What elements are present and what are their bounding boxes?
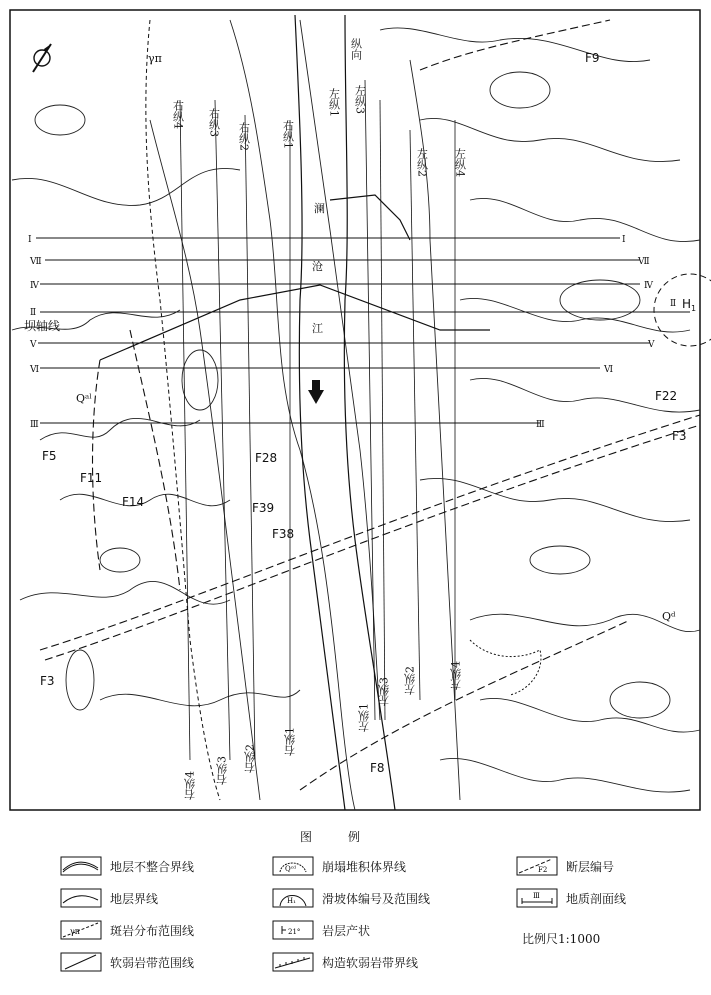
legend-structural — [272, 952, 418, 972]
legend-label: 岩层产状 — [322, 923, 371, 938]
cross-section-lines — [36, 238, 690, 423]
legend-landslide — [272, 888, 430, 908]
fault-label-f3-right: F3 — [672, 429, 687, 443]
map-legend — [0, 820, 711, 995]
legend-strata — [60, 888, 158, 908]
porphyry-symbol-icon — [60, 920, 102, 940]
profile-top-right3: 右纵3 — [207, 108, 221, 137]
profile-bottom-right2: 右纵2 — [243, 744, 257, 773]
legend-fault — [516, 856, 614, 876]
river-flow-arrow-icon — [308, 380, 324, 404]
svg-text:Ⅲ: Ⅲ — [533, 892, 540, 900]
section-label-left-4: Ⅳ — [30, 281, 39, 291]
unconformity-symbol-icon — [60, 856, 102, 876]
landslide-symbol-icon — [272, 888, 314, 908]
legend-collapse — [272, 856, 406, 876]
landslide-label: $H_1$ — [682, 297, 697, 313]
strata-boundary-symbol-icon — [60, 888, 102, 908]
svg-text:Qᶜᵈ: Qᶜᵈ — [285, 865, 296, 873]
profile-top-left1: 左纵1 — [327, 88, 341, 117]
profile-top-longitudinal: 纵向 — [349, 38, 363, 60]
section-line-symbol-icon — [516, 888, 558, 908]
section-label-left-3: Ⅲ — [30, 420, 39, 430]
profile-bottom-right3: 右纵3 — [215, 756, 229, 785]
fault-label-f8: F8 — [370, 761, 385, 775]
dam-axis-line — [100, 285, 490, 360]
fault-label-f9: F9 — [585, 51, 600, 65]
profile-bottom-left4: 左纵4 — [449, 661, 463, 690]
section-label-right-5: Ⅴ — [648, 340, 655, 350]
legend-section — [516, 888, 626, 908]
section-label-right-7: Ⅶ — [638, 257, 650, 267]
section-label-right-2: Ⅱ — [670, 299, 677, 309]
structural-zone-symbol-icon — [272, 952, 314, 972]
collapse-deposit-symbol-icon — [272, 856, 314, 876]
profile-bottom-left2: 左纵2 — [403, 666, 417, 695]
quaternary-colluvial-label: Qᵈ — [662, 610, 676, 623]
legend-label: 地质剖面线 — [566, 891, 627, 906]
legend-label: 地层不整合界线 — [110, 859, 195, 874]
fault-label-f5: F5 — [42, 449, 57, 463]
fault-label-f3-left: F3 — [40, 674, 55, 688]
section-label-right-1: Ⅰ — [622, 235, 626, 245]
legend-label: 构造软弱岩带界线 — [322, 955, 419, 970]
attitude-symbol-icon — [272, 920, 314, 940]
soft-zone-symbol-icon — [60, 952, 102, 972]
profile-top-left3: 左纵3 — [353, 85, 367, 114]
quaternary-alluvial-label: Qᵃˡ — [76, 392, 92, 405]
profile-top-left2: 左纵2 — [415, 148, 429, 177]
dam-axis-label: 坝轴线 — [24, 319, 61, 333]
geologic-boundaries — [12, 20, 700, 810]
section-label-right-3: Ⅲ — [536, 420, 545, 430]
scale-label: 比例尺1:1000 — [522, 932, 601, 946]
collapse-deposit-boundary-2 — [470, 640, 541, 695]
section-label-right-4: Ⅳ — [644, 281, 653, 291]
profile-top-right2: 右纵2 — [237, 122, 251, 151]
fault-symbol-icon — [516, 856, 558, 876]
profile-bottom-right1: 右纵1 — [283, 727, 297, 756]
section-label-left-1: Ⅰ — [28, 235, 32, 245]
svg-text:21°: 21° — [288, 928, 301, 936]
river-char-3: 江 — [312, 322, 323, 335]
svg-text:F2: F2 — [538, 866, 548, 874]
legend-label: 崩塌堆积体界线 — [322, 859, 407, 874]
section-label-left-7: Ⅶ — [30, 257, 42, 267]
svg-text:γπ: γπ — [70, 927, 81, 936]
legend-porphyry — [60, 920, 194, 940]
fault-label-f28: F28 — [255, 451, 278, 465]
legend-label: 断层编号 — [566, 859, 615, 874]
legend-unconformity — [60, 856, 194, 876]
svg-text:H₁: H₁ — [287, 897, 296, 905]
legend-label: 斑岩分布范围线 — [110, 923, 195, 938]
river-char-2: 沧 — [312, 260, 323, 273]
collapse-deposit-boundary — [330, 195, 410, 240]
legend-label: 滑坡体编号及范围线 — [322, 891, 431, 906]
legend-soft-zone — [60, 952, 194, 972]
profile-bottom-right4: 右纵4 — [183, 771, 197, 800]
profile-top-right4: 右纵4 — [171, 100, 185, 129]
profile-bottom-left1: 左纵1 — [357, 703, 371, 732]
section-label-left-6: Ⅵ — [30, 365, 40, 375]
legend-label: 地层界线 — [110, 891, 159, 906]
legend-title: 图 例 — [300, 830, 361, 844]
river-char-1: 澜 — [314, 202, 325, 215]
section-label-right-6: Ⅵ — [604, 365, 614, 375]
fault-label-f39: F39 — [252, 501, 275, 515]
porphyry-boundary — [146, 20, 220, 800]
legend-label: 软弱岩带范围线 — [110, 955, 195, 970]
section-label-left-5: Ⅴ — [30, 340, 37, 350]
porphyry-label: γπ — [148, 52, 162, 65]
fault-label-f11: F11 — [80, 471, 103, 485]
legend-scale — [522, 930, 600, 947]
longitudinal-profile-lines — [180, 80, 455, 760]
north-arrow-icon — [33, 44, 51, 72]
legend-attitude — [272, 920, 370, 940]
profile-top-right1: 右纵1 — [281, 120, 295, 149]
fault-label-f38: F38 — [272, 527, 295, 541]
profile-top-left4: 左纵4 — [453, 148, 467, 177]
section-label-left-2: Ⅱ — [30, 308, 37, 318]
fault-label-f22: F22 — [655, 389, 678, 403]
map-frame — [10, 10, 700, 810]
fault-label-f14: F14 — [122, 495, 145, 509]
profile-bottom-left3: 左纵3 — [377, 677, 391, 706]
